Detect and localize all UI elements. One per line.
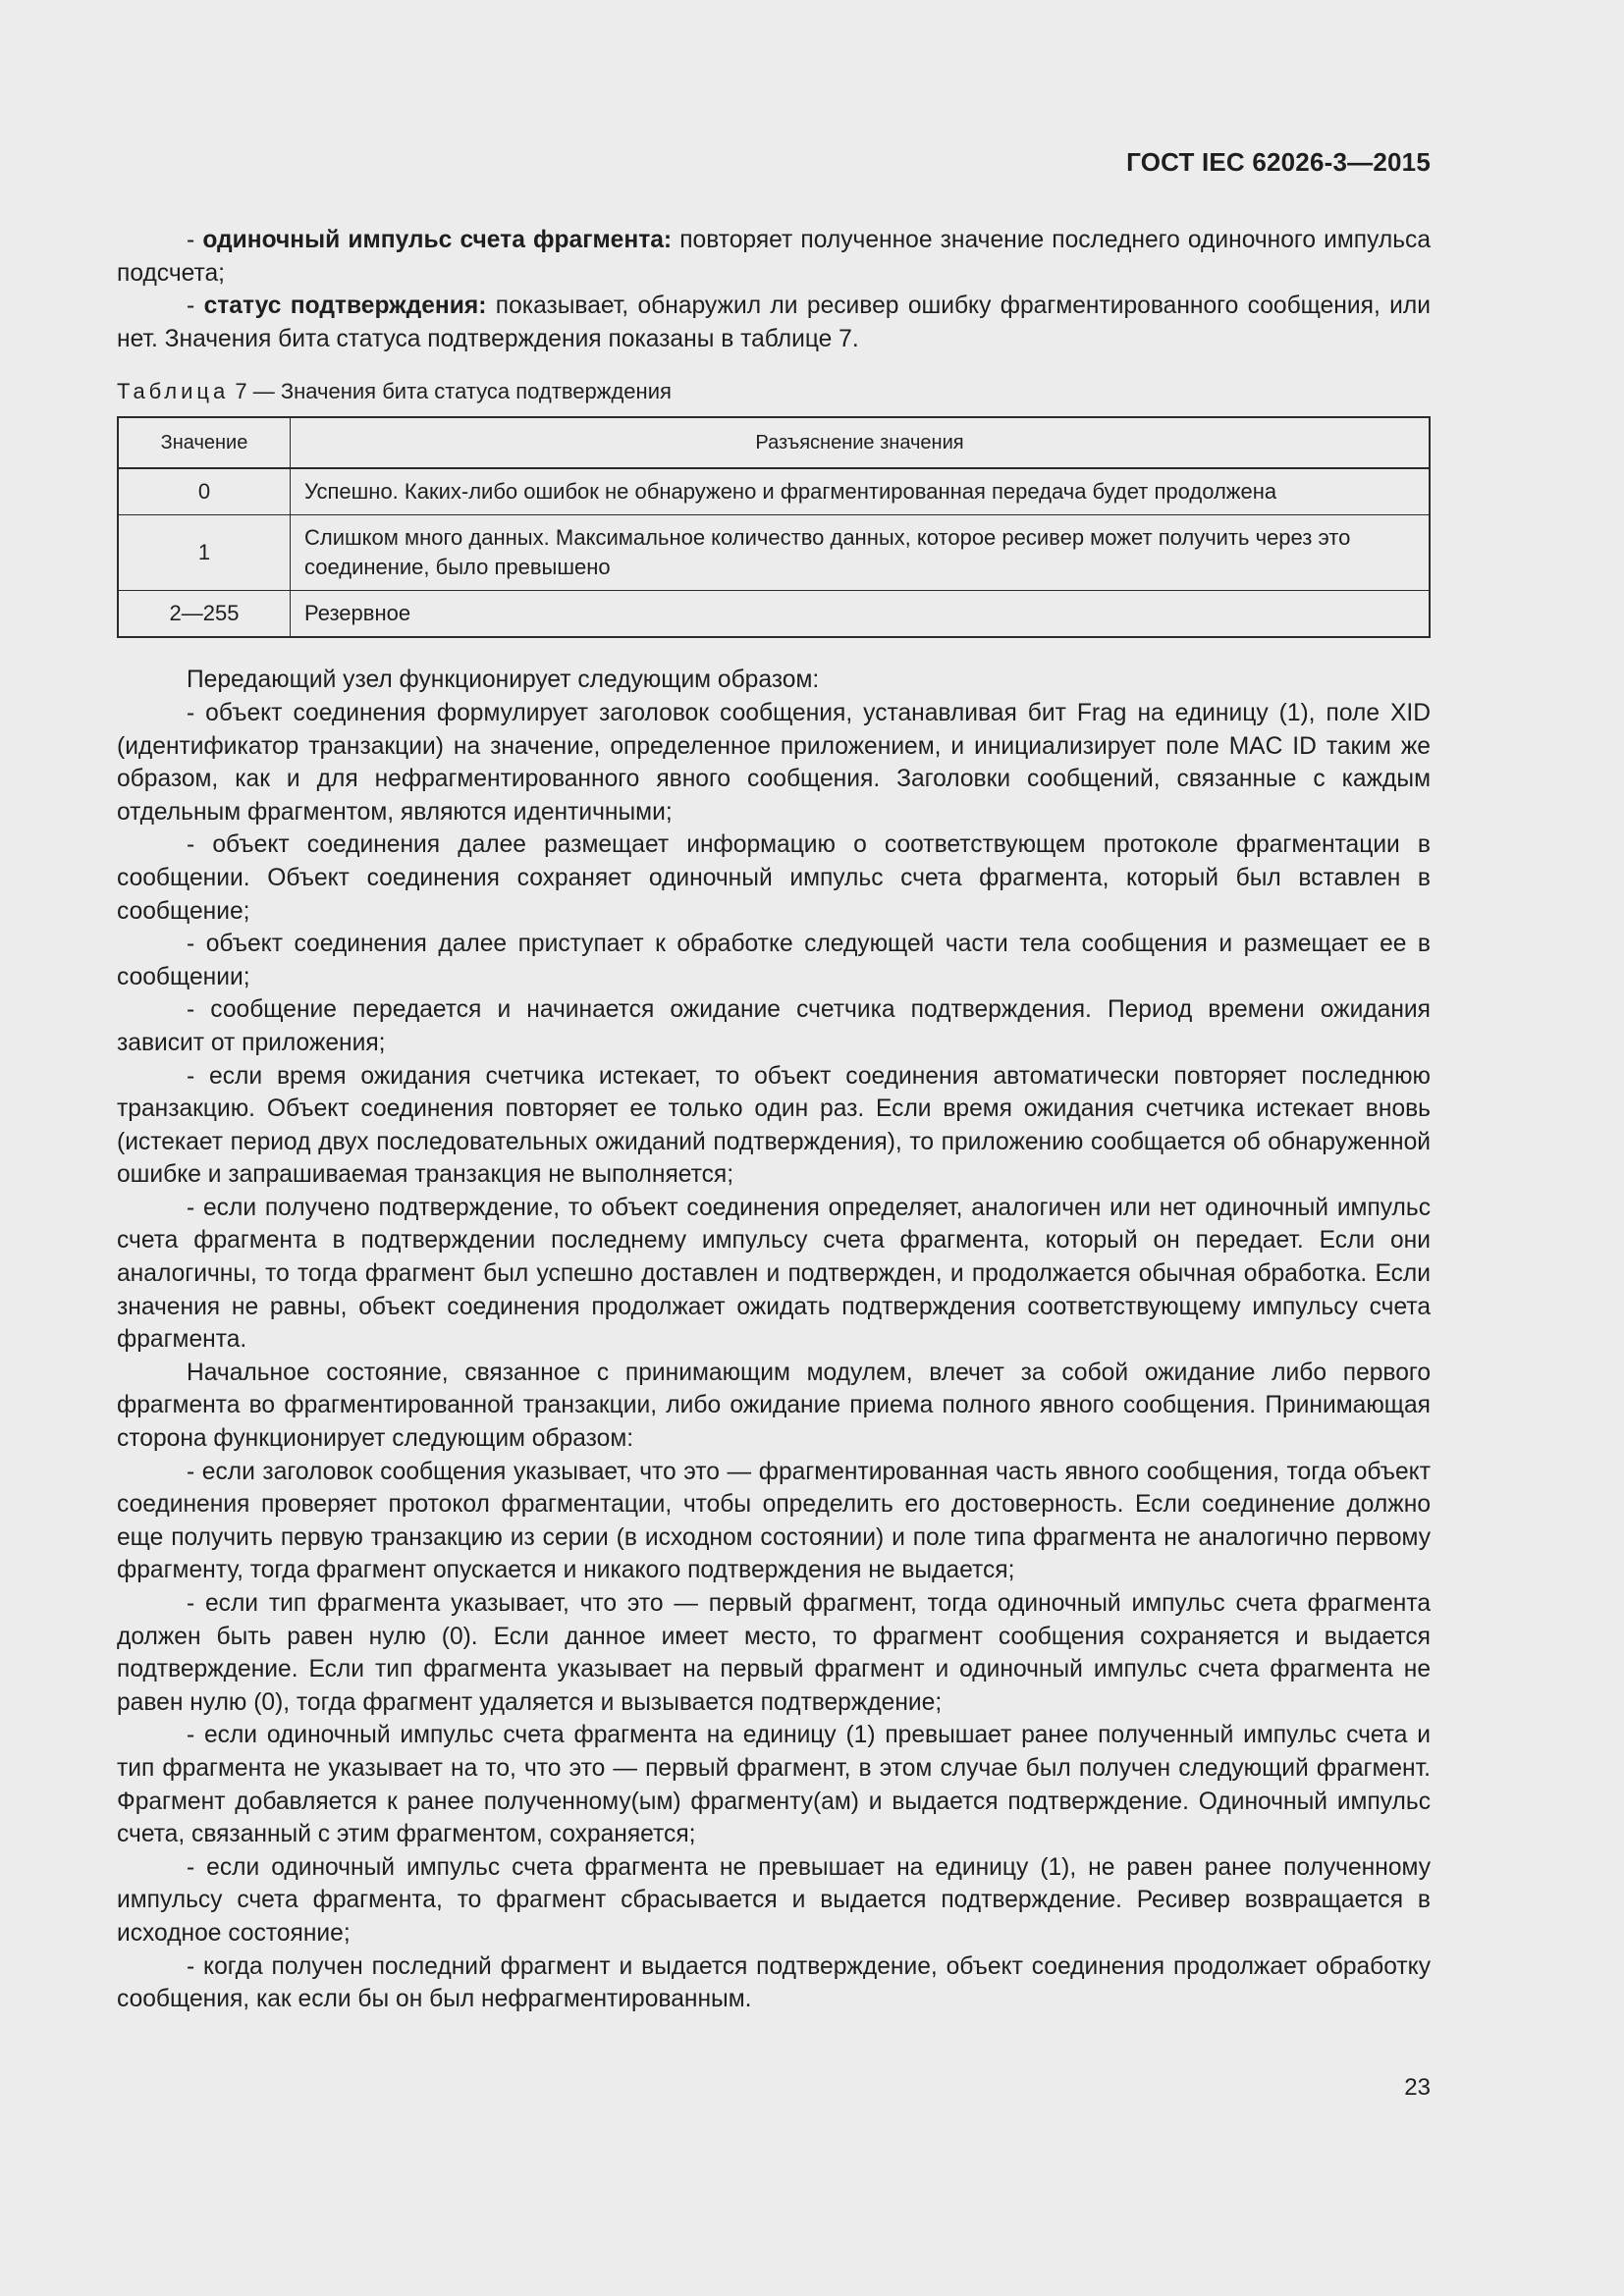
cell-explanation: Успешно. Каких-либо ошибок не обнаружено и фрагментированная передача будет продолжена [291, 468, 1431, 515]
body-paragraph: - объект соединения далее приступает к обработке следующей части тела сообщения и размещает ее в сообщении; [117, 931, 1431, 990]
cell-explanation: Слишком много данных. Максимальное количество данных, которое ресивер может получить через это соединение, было превышено [291, 515, 1431, 591]
cell-explanation: Резервное [291, 591, 1431, 638]
cell-value: 2—255 [118, 591, 291, 638]
table-caption [117, 377, 1431, 406]
definition-text: показывает, обнаружил ли ресивер ошибку фрагментированного сообщения, или нет. Значения бита статуса подтверждения показаны в таблице 7. [117, 293, 1431, 352]
body-paragraph: - объект соединения формулирует заголовок сообщения, устанавливая бит Frag на единицу (1), поле XID (идентификатор транзакции) на значение, определенное приложением, и инициализирует поле MAC ID таким же образом, как и для нефрагментированного явного сообщения. Заголовки сообщений, связанные с каждым отдельным фрагментом, являются идентичными; [117, 699, 1431, 826]
table-row [118, 591, 1430, 638]
page-content [117, 224, 1431, 2016]
body-paragraph: - если заголовок сообщения указывает, что это — фрагментированная часть явного сообщения, тогда объект соединения проверяет протокол фрагментации, чтобы определить его достоверность. Если соединение должно еще получить первую транзакцию из серии (в исходном состоянии) и поле типа фрагмента не аналогично первому фрагменту, тогда фрагмент опускается и никакого подтверждения не выдается; [117, 1458, 1431, 1584]
cell-value: 0 [118, 468, 291, 515]
body-paragraph: - сообщение передается и начинается ожидание счетчика подтверждения. Период времени ожидания зависит от приложения; [117, 996, 1431, 1056]
definition-term: одиночный импульс счета фрагмента: [202, 227, 673, 253]
cell-value: 1 [118, 515, 291, 591]
body-paragraph: - объект соединения далее размещает информацию о соответствующем протоколе фрагментации в сообщении. Объект соединения сохраняет одиночный импульс счета фрагмента, который был вставлен в сообщение; [117, 831, 1431, 925]
table-row [118, 468, 1430, 515]
body-paragraph: - если тип фрагмента указывает, что это — первый фрагмент, тогда одиночный импульс счета фрагмента должен быть равен нулю (0). Если данное имеет место, то фрагмент сообщения сохраняется и выдается подтверждение. Если тип фрагмента указывает на первый фрагмент и одиночный импульс счета фрагмента не равен нулю (0), тогда фрагмент удаляется и вызывается подтверждение; [117, 1590, 1431, 1716]
body-paragraph: Начальное состояние, связанное с принимающим модулем, влечет за собой ожидание либо первого фрагмента во фрагментированной транзакции, либо ожидание приема полного явного сообщения. Принимающая сторона функционирует следующим образом: [117, 1359, 1431, 1453]
status-bit-table [117, 416, 1431, 638]
body-paragraph: - если получено подтверждение, то объект соединения определяет, аналогичен или нет одиночный импульс счета фрагмента в подтверждении последнему импульсу счета фрагмента, который он передает. Если они аналогичны, то тогда фрагмент был успешно доставлен и подтвержден, и продолжается обычная обработка. Если значения не равны, объект соединения продолжает ожидать подтверждения соответствующему импульсу счета фрагмента. [117, 1194, 1431, 1354]
table-row [118, 515, 1430, 591]
table-caption-title: 7 — Значения бита статуса подтверждения [229, 379, 672, 404]
definition-item: - статус подтверждения: показывает, обнаружил ли ресивер ошибку фрагментированного сообщения, или нет. Значения бита статуса подтверждения показаны в таблице 7. [117, 293, 1431, 352]
table-header-row [118, 417, 1430, 468]
definition-item: - одиночный импульс счета фрагмента: повторяет полученное значение последнего одиночного импульса подсчета; [117, 227, 1431, 287]
body-paragraph: - когда получен последний фрагмент и выдается подтверждение, объект соединения продолжает обработку сообщения, как если бы он был нефрагментированным. [117, 1952, 1431, 2013]
body-paragraph: Передающий узел функционирует следующим образом: [187, 667, 820, 694]
table-caption-label: Таблица [117, 379, 230, 404]
column-header-value: Значение [118, 417, 291, 468]
column-header-explanation: Разъяснение значения [291, 417, 1431, 468]
definition-text: повторяет полученное значение последнего одиночного импульса подсчета; [117, 227, 1431, 287]
document-id-header: ГОСТ IEC 62026-3—2015 [1126, 147, 1431, 177]
body-paragraph: - если время ожидания счетчика истекает, то объект соединения автоматически повторяет последнюю транзакцию. Объект соединения повторяет ее только один раз. Если время ожидания счетчика истекает вновь (истекает период двух последовательных ожиданий подтверждения), то приложению сообщается об обнаруженной ошибке и запрашиваемая транзакция не выполняется; [117, 1062, 1431, 1189]
body-paragraph: - если одиночный импульс счета фрагмента не превышает на единицу (1), не равен ранее полученному импульсу счета фрагмента, то фрагмент сбрасывается и выдается подтверждение. Ресивер возвращается в исходное состояние; [117, 1853, 1431, 1947]
body-paragraph: - если одиночный импульс счета фрагмента на единицу (1) превышает ранее полученный импульс счета и тип фрагмента не указывает на то, что это — первый фрагмент, в этом случае был получен следующий фрагмент. Фрагмент добавляется к ранее полученному(ым) фрагменту(ам) и выдается подтверждение. Одиночный импульс счета, связанный с этим фрагментом, сохраняется; [117, 1722, 1431, 1848]
page-number: 23 [1404, 2074, 1431, 2101]
definition-term: статус подтверждения: [203, 293, 487, 320]
